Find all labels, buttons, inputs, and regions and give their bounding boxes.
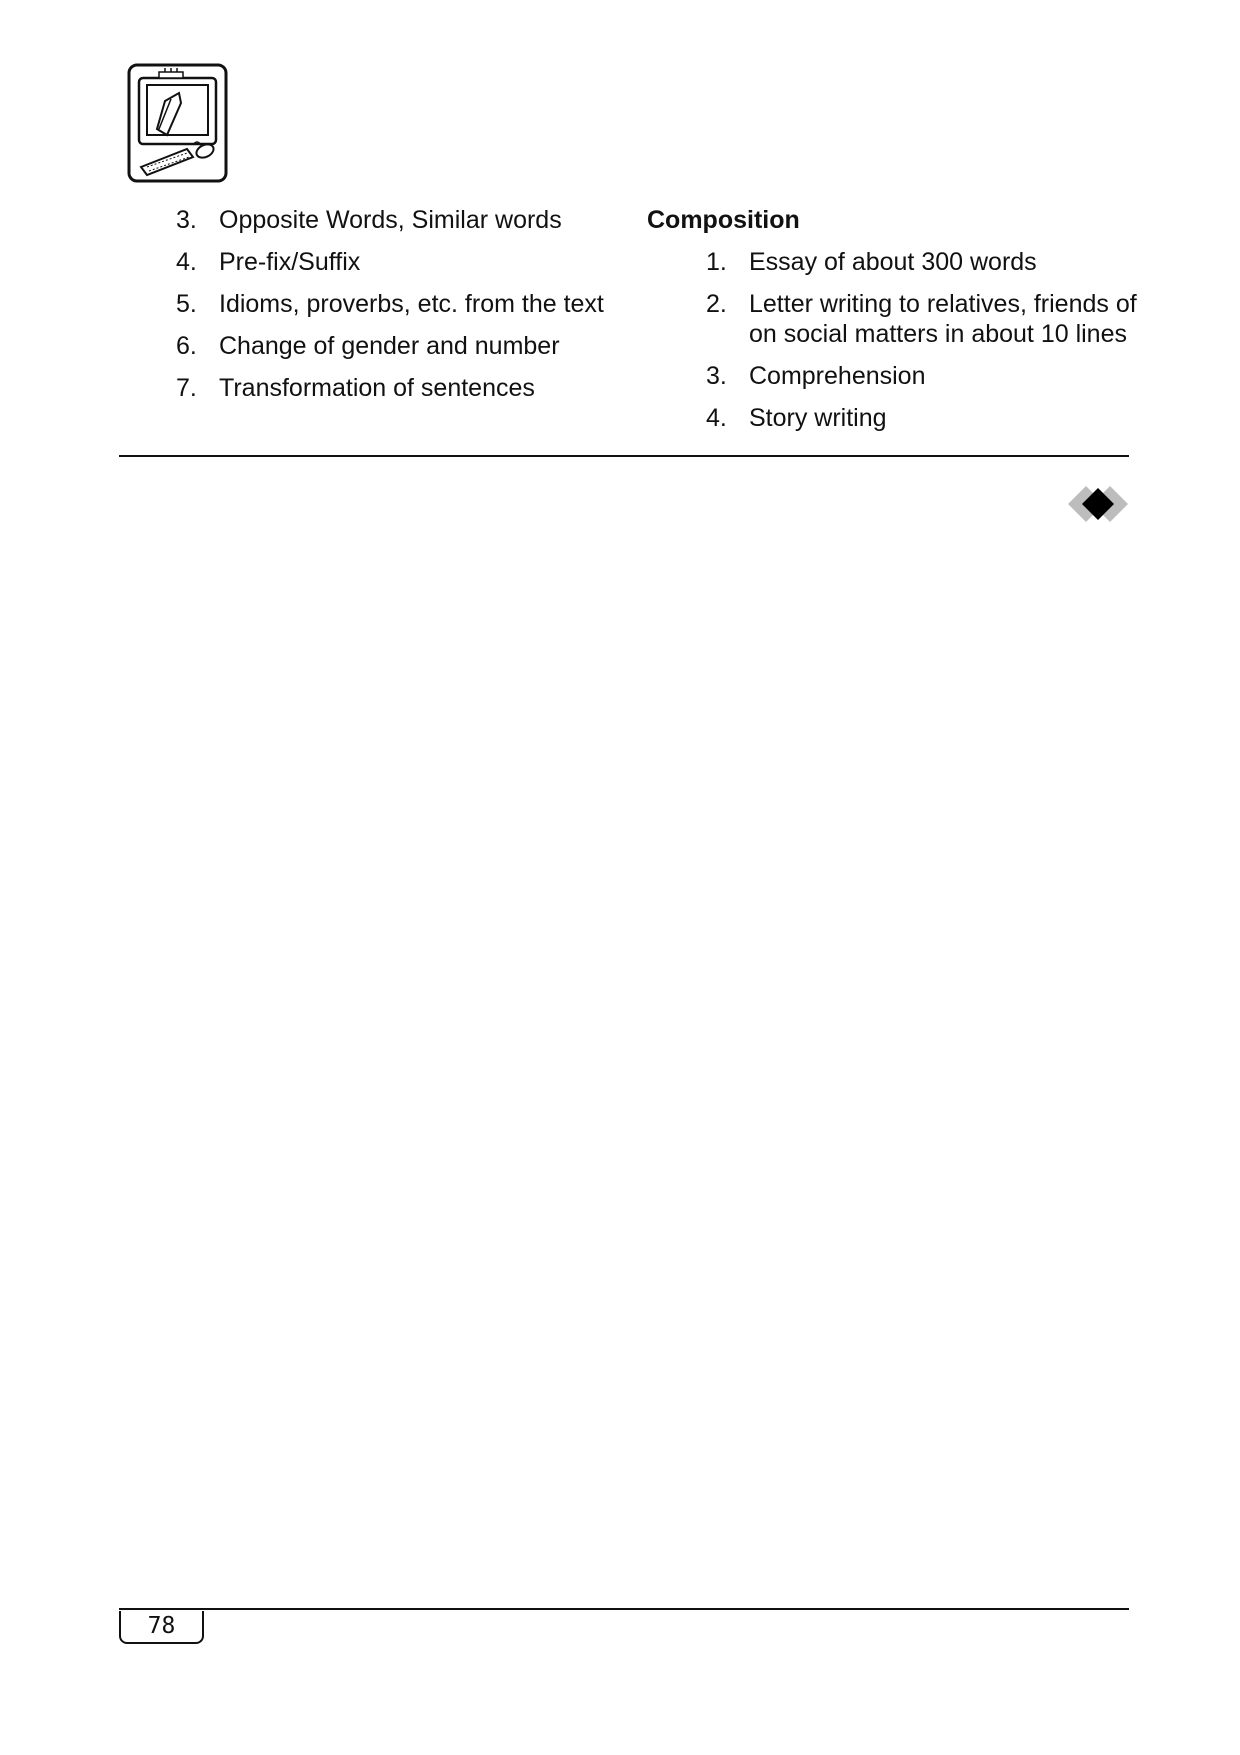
section-divider <box>119 455 1129 457</box>
list-item <box>176 289 636 319</box>
item-text: Story writing <box>749 404 887 432</box>
item-number: 6. <box>176 332 197 360</box>
page-number: 78 <box>119 1611 204 1644</box>
left-list-column <box>176 205 636 415</box>
composition-heading: Composition <box>647 206 800 234</box>
item-number: 2. <box>706 290 727 318</box>
list-item <box>176 205 636 235</box>
list-item <box>176 331 636 361</box>
item-number: 5. <box>176 290 197 318</box>
item-text: Pre-fix/Suffix <box>219 248 361 276</box>
list-item <box>647 403 1137 433</box>
item-number: 3. <box>706 362 727 390</box>
item-text: Idioms, proverbs, etc. from the text <box>219 290 604 318</box>
list-item <box>176 373 636 403</box>
item-number: 7. <box>176 374 197 402</box>
grammar-list <box>176 205 636 403</box>
item-number: 4. <box>706 404 727 432</box>
composition-list <box>647 247 1137 433</box>
computer-pencil-icon <box>127 63 228 183</box>
list-item <box>647 361 1137 391</box>
item-text: Transformation of sentences <box>219 374 535 402</box>
item-number: 4. <box>176 248 197 276</box>
diamond-ornament-icon <box>1066 484 1130 524</box>
item-text: Opposite Words, Similar words <box>219 206 562 234</box>
item-number: 1. <box>706 248 727 276</box>
composition-column <box>647 205 1137 445</box>
footer-divider <box>119 1608 1129 1610</box>
list-item <box>647 289 1137 349</box>
item-text: Change of gender and number <box>219 332 560 360</box>
list-item <box>647 247 1137 277</box>
list-item <box>176 247 636 277</box>
item-text: Essay of about 300 words <box>749 248 1037 276</box>
item-text: Comprehension <box>749 362 926 390</box>
item-text: Letter writing to relatives, friends of on social matters in about 10 lines <box>749 290 1137 348</box>
item-number: 3. <box>176 206 197 234</box>
